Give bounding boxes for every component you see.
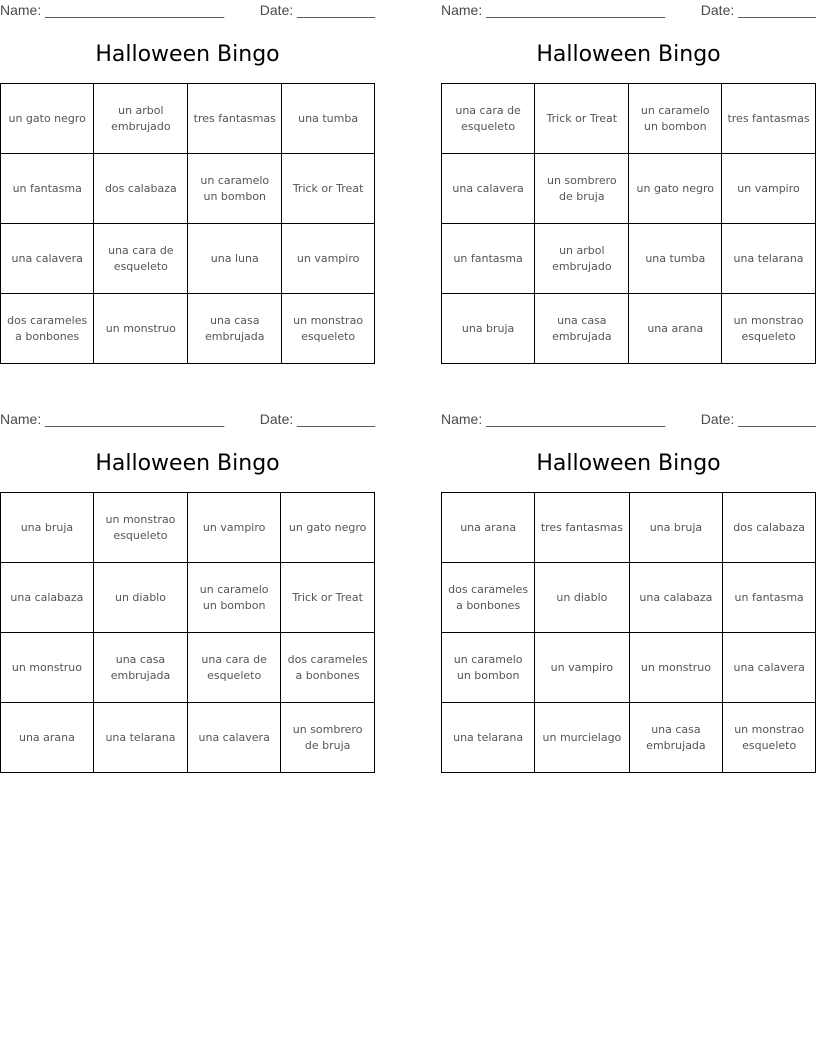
bingo-cell: un caramelo un bombon xyxy=(188,563,281,633)
bingo-cell: una tumba xyxy=(282,84,375,154)
bingo-row xyxy=(1,224,375,294)
bingo-cell: una casa embrujada xyxy=(93,633,187,703)
bingo-cell: un caramelo un bombon xyxy=(442,633,535,703)
bingo-cell: dos carameles a bonbones xyxy=(1,294,94,364)
bingo-cell: una telarana xyxy=(442,703,535,773)
bingo-cell: tres fantasmas xyxy=(535,493,629,563)
bingo-row xyxy=(1,563,375,633)
bingo-cell: un sombrero de bruja xyxy=(281,703,375,773)
bingo-cell: una calavera xyxy=(1,224,94,294)
bingo-cell: un caramelo un bombon xyxy=(188,154,282,224)
bingo-cell: un gato negro xyxy=(1,84,94,154)
card-title: Halloween Bingo xyxy=(95,42,280,67)
bingo-cell: un diablo xyxy=(535,563,629,633)
card-header xyxy=(441,0,816,20)
bingo-grid xyxy=(0,492,375,773)
bingo-row xyxy=(1,154,375,224)
bingo-cell: una cara de esqueleto xyxy=(94,224,188,294)
bingo-cell: una luna xyxy=(188,224,282,294)
bingo-cell: una calabaza xyxy=(1,563,94,633)
bingo-cell: una calavera xyxy=(188,703,281,773)
bingo-row xyxy=(442,633,816,703)
date-field-label: Date: __________ xyxy=(259,411,375,427)
bingo-cell: una arana xyxy=(629,294,722,364)
name-field-label: Name: _______________________ xyxy=(0,2,225,18)
bingo-cell: una bruja xyxy=(442,294,535,364)
bingo-row xyxy=(1,703,375,773)
card-title: Halloween Bingo xyxy=(95,451,280,476)
bingo-row xyxy=(442,703,816,773)
bingo-cell: un murcielago xyxy=(535,703,629,773)
bingo-cell: un vampiro xyxy=(188,493,281,563)
bingo-cell: un monstrao esqueleto xyxy=(722,294,816,364)
bingo-row xyxy=(1,493,375,563)
bingo-cell: un monstruo xyxy=(94,294,188,364)
card-header xyxy=(441,409,816,429)
bingo-cell: un arbol embrujado xyxy=(535,224,629,294)
bingo-cell: una calavera xyxy=(442,154,535,224)
bingo-cell: una cara de esqueleto xyxy=(188,633,281,703)
bingo-cell: un sombrero de bruja xyxy=(535,154,629,224)
bingo-cell: una bruja xyxy=(1,493,94,563)
name-field-label: Name: _______________________ xyxy=(441,2,666,18)
bingo-cell: tres fantasmas xyxy=(722,84,816,154)
card-header xyxy=(0,409,375,429)
bingo-card-2 xyxy=(441,0,816,343)
bingo-grid xyxy=(0,83,375,364)
card-title: Halloween Bingo xyxy=(536,42,721,67)
bingo-cell: un vampiro xyxy=(535,633,629,703)
bingo-cell: un monstrao esqueleto xyxy=(93,493,187,563)
bingo-cell: una tumba xyxy=(629,224,722,294)
bingo-row xyxy=(1,294,375,364)
bingo-cell: una arana xyxy=(442,493,535,563)
bingo-row xyxy=(1,633,375,703)
bingo-row xyxy=(442,493,816,563)
bingo-cell: un monstruo xyxy=(1,633,94,703)
bingo-cell: una arana xyxy=(1,703,94,773)
bingo-cell: un caramelo un bombon xyxy=(629,84,722,154)
bingo-grid xyxy=(441,492,816,773)
bingo-row xyxy=(442,84,816,154)
bingo-cell: un fantasma xyxy=(442,224,535,294)
card-header xyxy=(0,0,375,20)
bingo-cell: un monstrao esqueleto xyxy=(723,703,816,773)
bingo-cell: una bruja xyxy=(629,493,723,563)
bingo-row xyxy=(442,294,816,364)
bingo-row xyxy=(442,224,816,294)
card-title: Halloween Bingo xyxy=(536,451,721,476)
bingo-grid xyxy=(441,83,816,364)
date-field-label: Date: __________ xyxy=(700,2,816,18)
bingo-card-4 xyxy=(441,409,816,752)
date-field-label: Date: __________ xyxy=(259,2,375,18)
bingo-cell: dos carameles a bonbones xyxy=(442,563,535,633)
bingo-cell: un gato negro xyxy=(281,493,375,563)
bingo-cell: una telarana xyxy=(722,224,816,294)
bingo-cell: una calavera xyxy=(723,633,816,703)
date-field-label: Date: __________ xyxy=(700,411,816,427)
bingo-cell: una telarana xyxy=(93,703,187,773)
bingo-cell: un vampiro xyxy=(722,154,816,224)
name-field-label: Name: _______________________ xyxy=(0,411,225,427)
bingo-cell: Trick or Treat xyxy=(281,563,375,633)
bingo-cell: dos carameles a bonbones xyxy=(281,633,375,703)
bingo-row xyxy=(442,563,816,633)
bingo-row xyxy=(442,154,816,224)
bingo-cell: tres fantasmas xyxy=(188,84,282,154)
bingo-cell: una casa embrujada xyxy=(535,294,629,364)
bingo-card-1 xyxy=(0,0,375,343)
bingo-cell: un monstrao esqueleto xyxy=(282,294,375,364)
bingo-cell: una casa embrujada xyxy=(188,294,282,364)
bingo-cell: una calabaza xyxy=(629,563,723,633)
bingo-cell: una casa embrujada xyxy=(629,703,723,773)
bingo-cell: un fantasma xyxy=(723,563,816,633)
name-field-label: Name: _______________________ xyxy=(441,411,666,427)
bingo-row xyxy=(1,84,375,154)
bingo-cell: un diablo xyxy=(93,563,187,633)
bingo-cell: un gato negro xyxy=(629,154,722,224)
bingo-cell: Trick or Treat xyxy=(535,84,629,154)
bingo-cell: dos calabaza xyxy=(723,493,816,563)
bingo-cell: un monstruo xyxy=(629,633,723,703)
bingo-cell: un arbol embrujado xyxy=(94,84,188,154)
bingo-cell: un vampiro xyxy=(282,224,375,294)
bingo-cell: un fantasma xyxy=(1,154,94,224)
bingo-cell: dos calabaza xyxy=(94,154,188,224)
bingo-card-3 xyxy=(0,409,375,752)
bingo-cell: Trick or Treat xyxy=(282,154,375,224)
bingo-cell: una cara de esqueleto xyxy=(442,84,535,154)
